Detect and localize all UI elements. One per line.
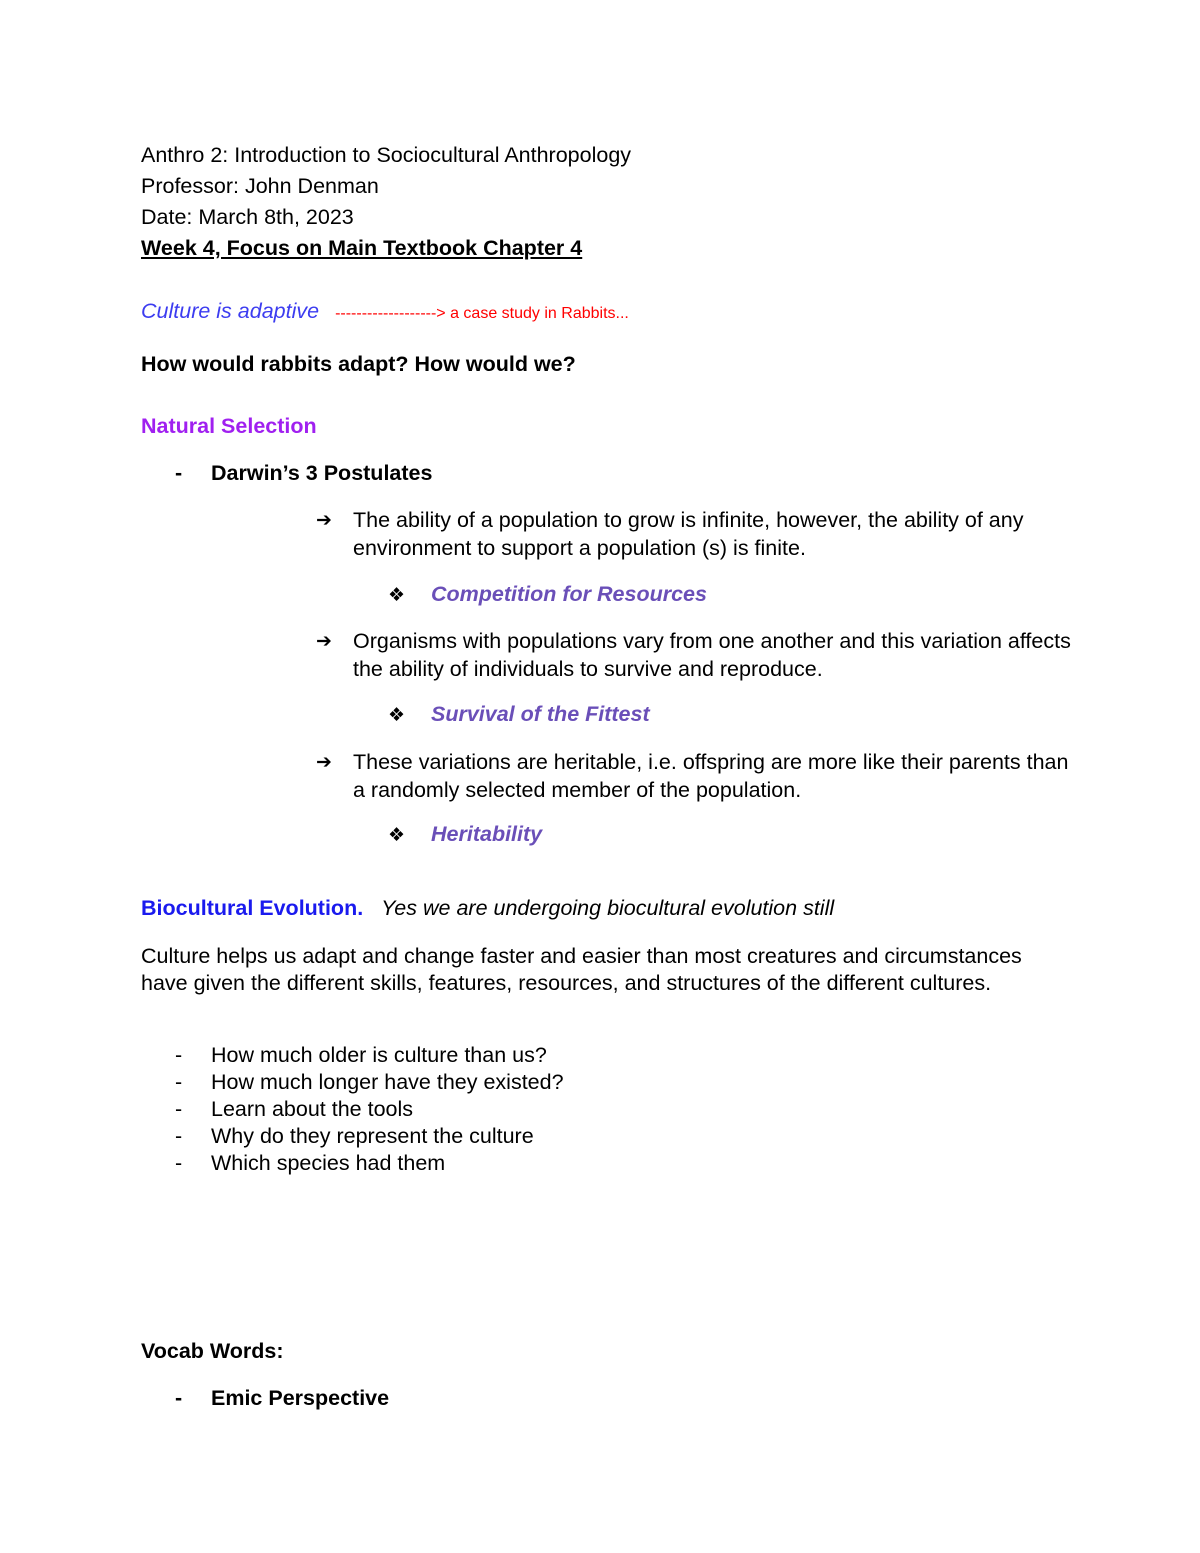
diamond-bullet-icon: ❖	[388, 825, 406, 846]
list-item: - Why do they represent the culture	[175, 1124, 534, 1148]
postulate-text: Organisms with populations vary from one another and this variation affects the ability of individuals to survive and reproduce.	[353, 629, 1071, 681]
dash-bullet: -	[175, 1124, 183, 1148]
dash-bullet: -	[175, 1151, 183, 1175]
biocultural-heading: Biocultural Evolution.	[141, 896, 364, 920]
dash-bullet: -	[175, 1043, 183, 1067]
postulates-title: Darwin’s 3 Postulates	[211, 461, 433, 485]
list-item: - How much older is culture than us?	[175, 1043, 547, 1067]
postulate-text: These variations are heritable, i.e. offspring are more like their parents than a randomly selected member of the population.	[353, 750, 1069, 802]
postulate-label: Survival of the Fittest	[431, 702, 650, 726]
diamond-bullet-icon: ❖	[388, 705, 406, 726]
date-line: Date: March 8th, 2023	[141, 205, 354, 229]
dash-bullet: -	[175, 1070, 183, 1094]
professor-line: Professor: John Denman	[141, 174, 379, 198]
adaptive-note: -------------------> a case study in Rabbits...	[335, 305, 629, 322]
course-title: Anthro 2: Introduction to Sociocultural Anthropology	[141, 143, 632, 167]
dash-bullet: -	[175, 1097, 183, 1121]
biocultural-note: Yes we are undergoing biocultural evolution still	[381, 896, 835, 920]
diamond-bullet-icon: ❖	[388, 585, 406, 606]
question-list	[0, 1043, 1200, 1178]
vocab-heading: Vocab Words:	[141, 1339, 284, 1363]
week-heading: Week 4, Focus on Main Textbook Chapter 4	[141, 236, 583, 260]
list-item: - Which species had them	[175, 1151, 446, 1175]
rabbit-question: How would rabbits adapt? How would we?	[141, 352, 576, 376]
adaptive-line	[141, 299, 629, 324]
dash-bullet: -	[175, 1386, 183, 1410]
natural-selection-heading: Natural Selection	[141, 414, 317, 438]
dash-bullet: -	[175, 461, 183, 485]
biocultural-paragraph: Culture helps us adapt and change faster and easier than most creatures and circumstances have given the different skills, features, resources, and structures of the different cultures.	[141, 944, 1022, 995]
list-item: - How much longer have they existed?	[175, 1070, 564, 1094]
vocab-item: Emic Perspective	[211, 1386, 390, 1410]
biocultural-line	[141, 896, 834, 921]
arrow-bullet-icon: ➔	[316, 631, 332, 652]
list-item: - Learn about the tools	[175, 1097, 414, 1121]
arrow-bullet-icon: ➔	[316, 752, 332, 773]
postulate-text: The ability of a population to grow is infinite, however, the ability of any environment to support a population (s) is finite.	[353, 508, 1024, 560]
postulate-label: Competition for Resources	[431, 582, 707, 606]
adaptive-label: Culture is adaptive	[141, 299, 320, 323]
arrow-bullet-icon: ➔	[316, 510, 332, 531]
postulate-label: Heritability	[431, 822, 543, 846]
